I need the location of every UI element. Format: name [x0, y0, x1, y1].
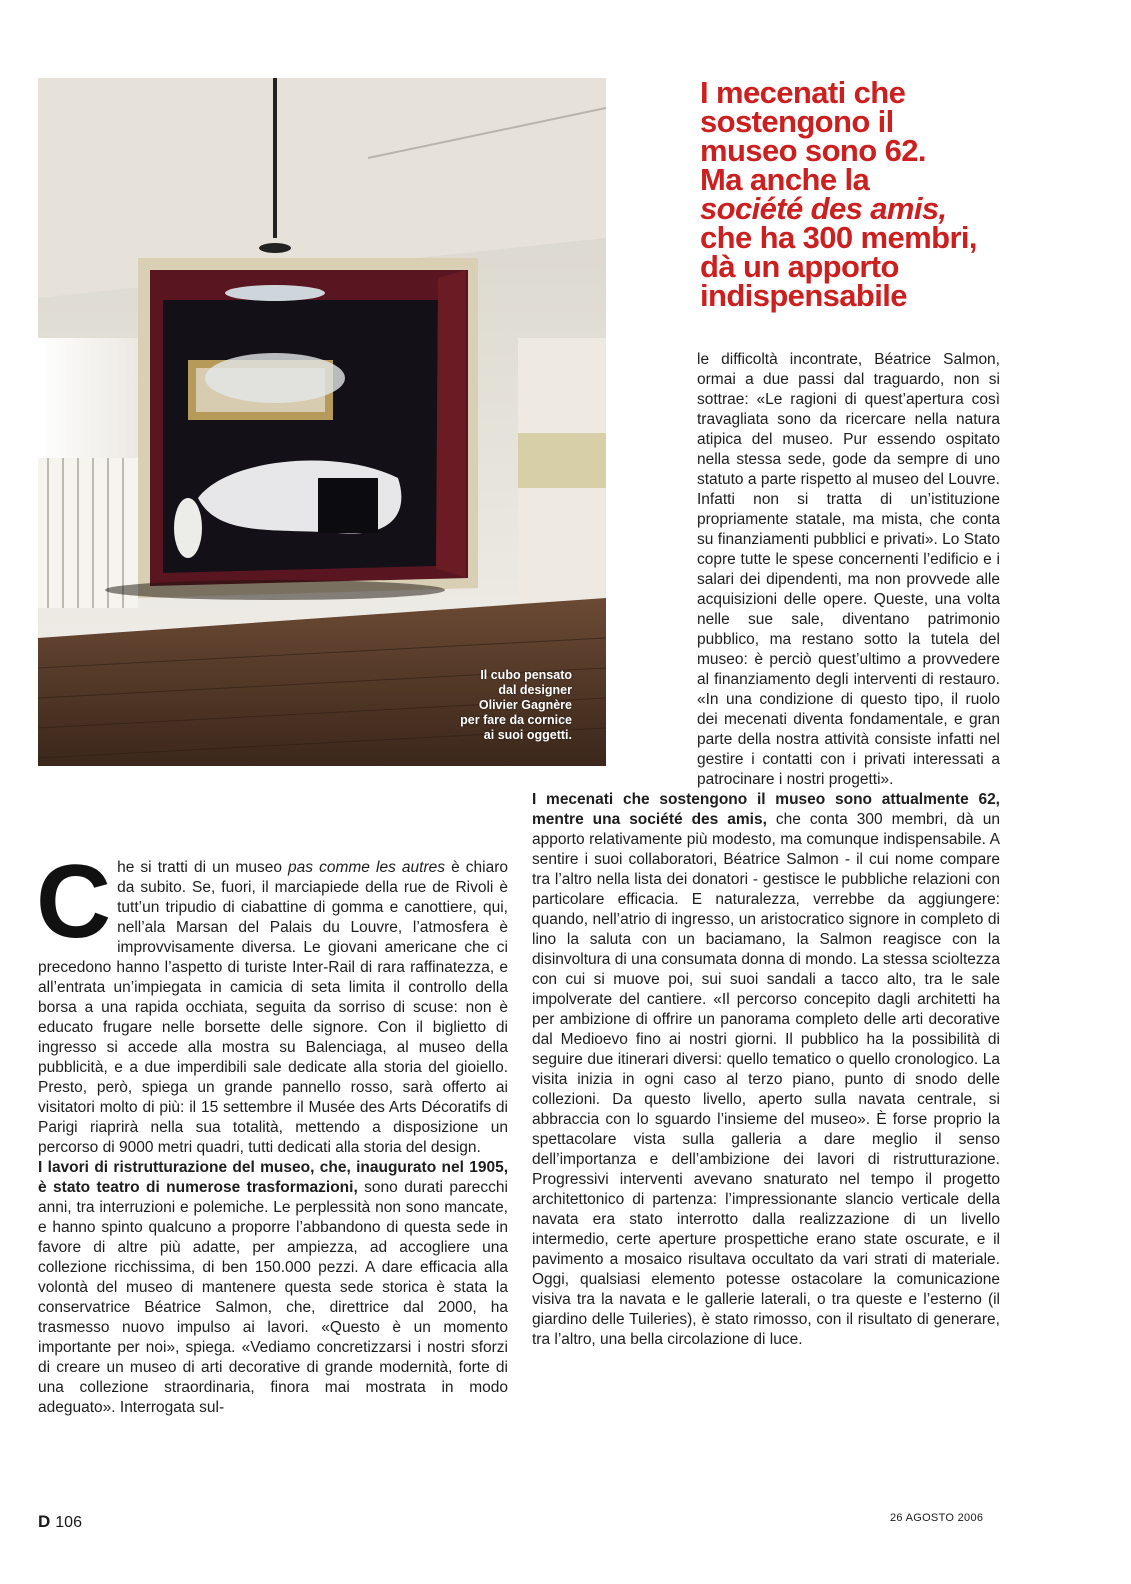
- page-number: 106: [55, 1514, 82, 1531]
- paragraph: [36, 844, 508, 1158]
- bold-lead: I lavori di ristrutturazione del museo, che, inaugurato nel 1905, è stato teatro di numerose trasformazioni,: [38, 1159, 508, 1196]
- issue-date: 26 AGOSTO 2006: [890, 1512, 984, 1524]
- article-photo: [38, 78, 606, 766]
- pull-quote-headline: [700, 75, 1100, 313]
- headline-line: che ha 300 membri,: [700, 220, 977, 255]
- caption-line: Il cubo pensato: [480, 668, 572, 682]
- caption-line: dal designer: [498, 683, 572, 697]
- caption-line: per fare da cornice: [460, 713, 572, 727]
- article-column-left: [36, 844, 508, 1418]
- headline-line: I mecenati che: [700, 75, 906, 110]
- magazine-brand: D: [38, 1512, 51, 1531]
- paragraph: [38, 1158, 508, 1418]
- bold-lead: I mecenati che sostengono il museo sono attualmente 62, mentre una société des amis,: [532, 791, 1000, 828]
- caption-line: ai suoi oggetti.: [483, 728, 572, 742]
- drop-cap: C: [36, 844, 112, 960]
- headline-line: société des amis,: [700, 191, 947, 226]
- italic-phrase: pas comme les autres: [288, 859, 445, 876]
- cube-room-photo: [38, 78, 606, 766]
- paragraph-text: he si tratti di un museo: [117, 859, 289, 876]
- caption-line: Olivier Gagnère: [478, 698, 572, 712]
- headline-line: dà un apporto: [700, 249, 899, 284]
- paragraph-text: che conta 300 membri, dà un apporto relativamente più modesto, ma comunque indispensabile. A sentire i suoi collaboratori, Béatrice Salmon - il cui nome compare tra l’altro nella lista dei donatori - gestisce le pubbliche relazioni con particolare efficacia. E naturalezza, verrebbe da aggiungere: quando, nell’atrio di ingresso, un aristocratico signore in completo di lino la saluta con un baciamano, la Salmon reagisce con la disinvoltura di una consumata donna di mondo. La stessa scioltezza con cui si muove poi, sui suoi sandali a tacco alto, tra le sale impolverate del cantiere. «Il percorso concepito dagli architetti ha per ambizione di offrire un panorama completo delle arti decorative dal Medioevo fino ai nostri giorni. Il pubblico ha la possibilità di seguire due itinerari diversi: quello tematico o quello cronologico. La visita inizia in ogni caso al terzo piano, punto di snodo delle collezioni. Da questo livello, aperto sulla navata centrale, si abbraccia con lo sguardo l’insieme del museo». È forse proprio la spettacolare vista sulla galleria a dare meglio il senso dell’importanza e dell’ambizione dei lavori di ristrutturazione. Progressivi interventi avevano snaturato nel tempo il progetto architettonico di partenza: l’impressionante slancio verticale della navata era stato interrotto dalla realizzazione di un livello intermedio, certe aperture prospettiche erano state oscurate, e il pavimento a mosaico risultava occultato da vari strati di materiale. Oggi, qualsiasi elemento potesse ostacolare la comunicazione visiva tra la navata e le gallerie laterali, o tra queste e l’esterno (il giardino delle Tuileries), è stato rimosso, con il risultato di generare, tra l’altro, una bella circolazione di luce.: [532, 811, 1000, 1348]
- paragraph-text: è chiaro da subito. Se, fuori, il marciapiede della rue de Rivoli è tutt’un tripudio di ciabattine di gomma e canottiere, qui, nell’ala Marsan del Palais du Louvre, l’atmosfera è improvvisamente diversa. Le giovani americane che ci precedono hanno l’aspetto di turiste Inter-Rail di rara raffinatezza, e all’entrata un’impiegata in camicia di seta limita il controllo della borsa a una rapida occhiata, seguita da sorriso di scuse: non è educato frugare nelle borsette delle signore. Con il biglietto di ingresso si accede alla mostra su Balenciaga, al museo della pubblicità, e a due imperdibili sale dedicate alla storia del gioiello. Presto, però, spiega un grande pannello rosso, sarà offerto ai visitatori molto di più: il 15 settembre il Musée des Arts Décoratifs di Parigi riaprirà nella sua totalità, mettendo a disposizione un percorso di 9000 metri quadri, tutti dedicati alla storia del design.: [38, 859, 508, 1156]
- headline-line: Ma anche la: [700, 162, 870, 197]
- headline-line: sostengono il: [700, 104, 894, 139]
- paragraph-text: sono durati parecchi anni, tra interruzioni e polemiche. Le perplessità non sono mancate, e hanno spinto qualcuno a proporre l’abbandono di questa sede in favore di altre più adatte, per ampiezza, ad accogliere una collezione ricchissima, di ben 150.000 pezzi. A dare efficacia alla volontà del museo di mantenere questa sede storica è stata la conservatrice Béatrice Salmon, che, direttrice dal 2000, ha trasmesso nuovo impulso ai lavori. «Questo è un momento importante per noi», spiega. «Vediamo concretizzarsi i nostri sforzi di creare un museo di arti decorative di grande modernità, forte di una collezione straordinaria, finora mai mostrata in modo adeguato». Interrogata sul-: [38, 1179, 508, 1416]
- page-footer-left: [38, 1512, 82, 1532]
- article-column-right: [532, 350, 1000, 1350]
- paragraph: [532, 790, 1000, 1350]
- headline-line: museo sono 62.: [700, 133, 926, 168]
- paragraph: le difficoltà incontrate, Béatrice Salmon, ormai a due passi dal traguardo, non si sottrae: «Le ragioni di quest’apertura così travagliata sono da ricercare nella natura atipica del museo. Pur essendo ospitato nella stessa sede, gode da sempre di uno statuto a parte rispetto al museo del Louvre. Infatti non si tratta di un’istituzione propriamente statale, ma mista, che conta su finanziamenti pubblici e privati». Lo Stato copre tutte le spese concernenti l’edificio e i salari dei dipendenti, ma non provvede alle acquisizioni delle opere. Queste, una volta nelle sue sale, diventano patrimonio pubblico, ma restano sotto la tutela del museo: è perciò quest’ultimo a provvedere al finanziamento degli interventi di restauro. «In una condizione di questo tipo, il ruolo dei mecenati diventa fondamentale, e gran parte della nostra attività consiste infatti nel gestire i contatti con i privati interessati a patrocinare i nostri progetti».: [697, 351, 1000, 788]
- headline-line: indispensabile: [700, 278, 907, 313]
